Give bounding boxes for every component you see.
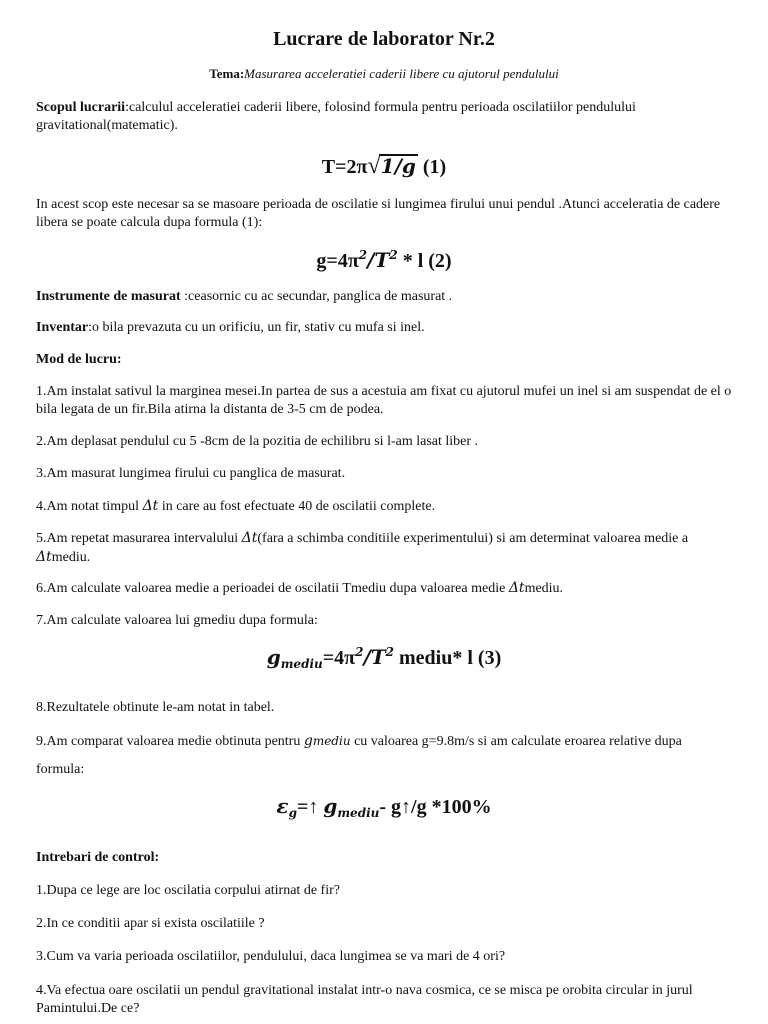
scop-paragraph [36, 99, 736, 135]
formula-1-ref: (1) [417, 156, 447, 178]
step-8: 8.Rezultatele obtinute le-am notat in tabel. [36, 700, 275, 715]
formula-4: $\varepsilon_g=↑$ $g_{mediu}-$ g↑/g *100% [276, 794, 492, 820]
tema-label: Tema: [209, 66, 245, 81]
inventar-label: Inventar [36, 320, 89, 335]
step-9-continued: formula: [36, 762, 85, 777]
scop-label: Scopul lucrarii [36, 100, 126, 115]
step-5: 5.Am repetat masurarea intervalului Δt(fara a schimba conditiile experimentului) si am determinat valoarea medie a Δtmediu. [36, 530, 689, 565]
tema-text: Masurarea acceleratiei caderii libere cu ajutorul pendulului [244, 66, 559, 81]
question-4: 4.Va efectua oare oscilatii un pendul gravitational instalat intr-o nava cosmica, ce se misca pe orobita circular in jurul Pamintului.De ce? [36, 983, 693, 1016]
formula-2: $g=4\pi^2/T^2 * l$ (2) [316, 248, 452, 272]
question-2: 2.In ce conditii apar si exista oscilatiile ? [36, 916, 265, 931]
formula-1-left: T=2π [321, 156, 368, 178]
scop-text: :calculul acceleratiei caderii libere, folosind formula pentru perioada oscilatiilor pendulului gravitational(matematic). [36, 100, 636, 133]
step-6: 6.Am calculate valoarea medie a perioadei de oscilatii Tmediu dupa valoarea medie Δtmediu. [36, 580, 564, 596]
tema-line [0, 66, 768, 82]
intro-paragraph: In acest scop este necesar sa se masoare perioada de oscilatie si lungimea firului unui pendul .Atunci acceleratia de cadere libera se poate calcula dupa formula (1): [36, 197, 721, 230]
inventar-text: :o bila prevazuta cu un orificiu, un fir, stativ cu mufa si inel. [88, 320, 425, 335]
formula-2-left: g=4π [316, 250, 359, 272]
question-1: 1.Dupa ce lege are loc oscilatia corpului atirnat de fir? [36, 883, 340, 898]
step-9: 9.Am comparat valoarea medie obtinuta pentru gmediu cu valoarea g=9.8m/s si am calculate eroarea relative dupa [36, 733, 682, 749]
inventar-line [36, 319, 736, 337]
document-title: Lucrare de laborator Nr.2 [273, 28, 495, 50]
intrebari-heading: Intrebari de control: [36, 850, 160, 865]
step-3: 3.Am masurat lungimea firului cu panglica de masurat. [36, 466, 346, 481]
instrumente-label: Instrumente de masurat [36, 289, 181, 304]
step-2: 2.Am deplasat pendulul cu 5 -8cm de la pozitia de echilibru si l-am lasat liber . [36, 434, 479, 449]
step-1: 1.Am instalat sativul la marginea mesei.In partea de sus a acestuia am fixat cu ajutorul mufei un inel si am suspendat de el o bila legata de un fir.Bila atirna la distanta de 3-5 cm de podea. [36, 384, 732, 417]
formula-1: T=2π√1/g (1) [321, 153, 447, 179]
formula-3: $g_{mediu}=4\pi^2/T^2$ mediu* l (3) [266, 645, 502, 671]
question-3: 3.Cum va varia perioada oscilatiilor, pendulului, daca lungimea se va mari de 4 ori? [36, 949, 506, 964]
instrumente-line [36, 288, 736, 306]
step-7: 7.Am calculate valoarea lui gmediu dupa formula: [36, 613, 318, 628]
formula-2-right: * l (2) [397, 250, 452, 272]
instrumente-text: :ceasornic cu ac secundar, panglica de masurat . [180, 289, 453, 304]
formula-1-radicand: 1/g [380, 154, 416, 178]
mod-de-lucru-heading: Mod de lucru: [36, 352, 122, 367]
step-4: 4.Am notat timpul Δt in care au fost efectuate 40 de oscilatii complete. [36, 498, 436, 514]
